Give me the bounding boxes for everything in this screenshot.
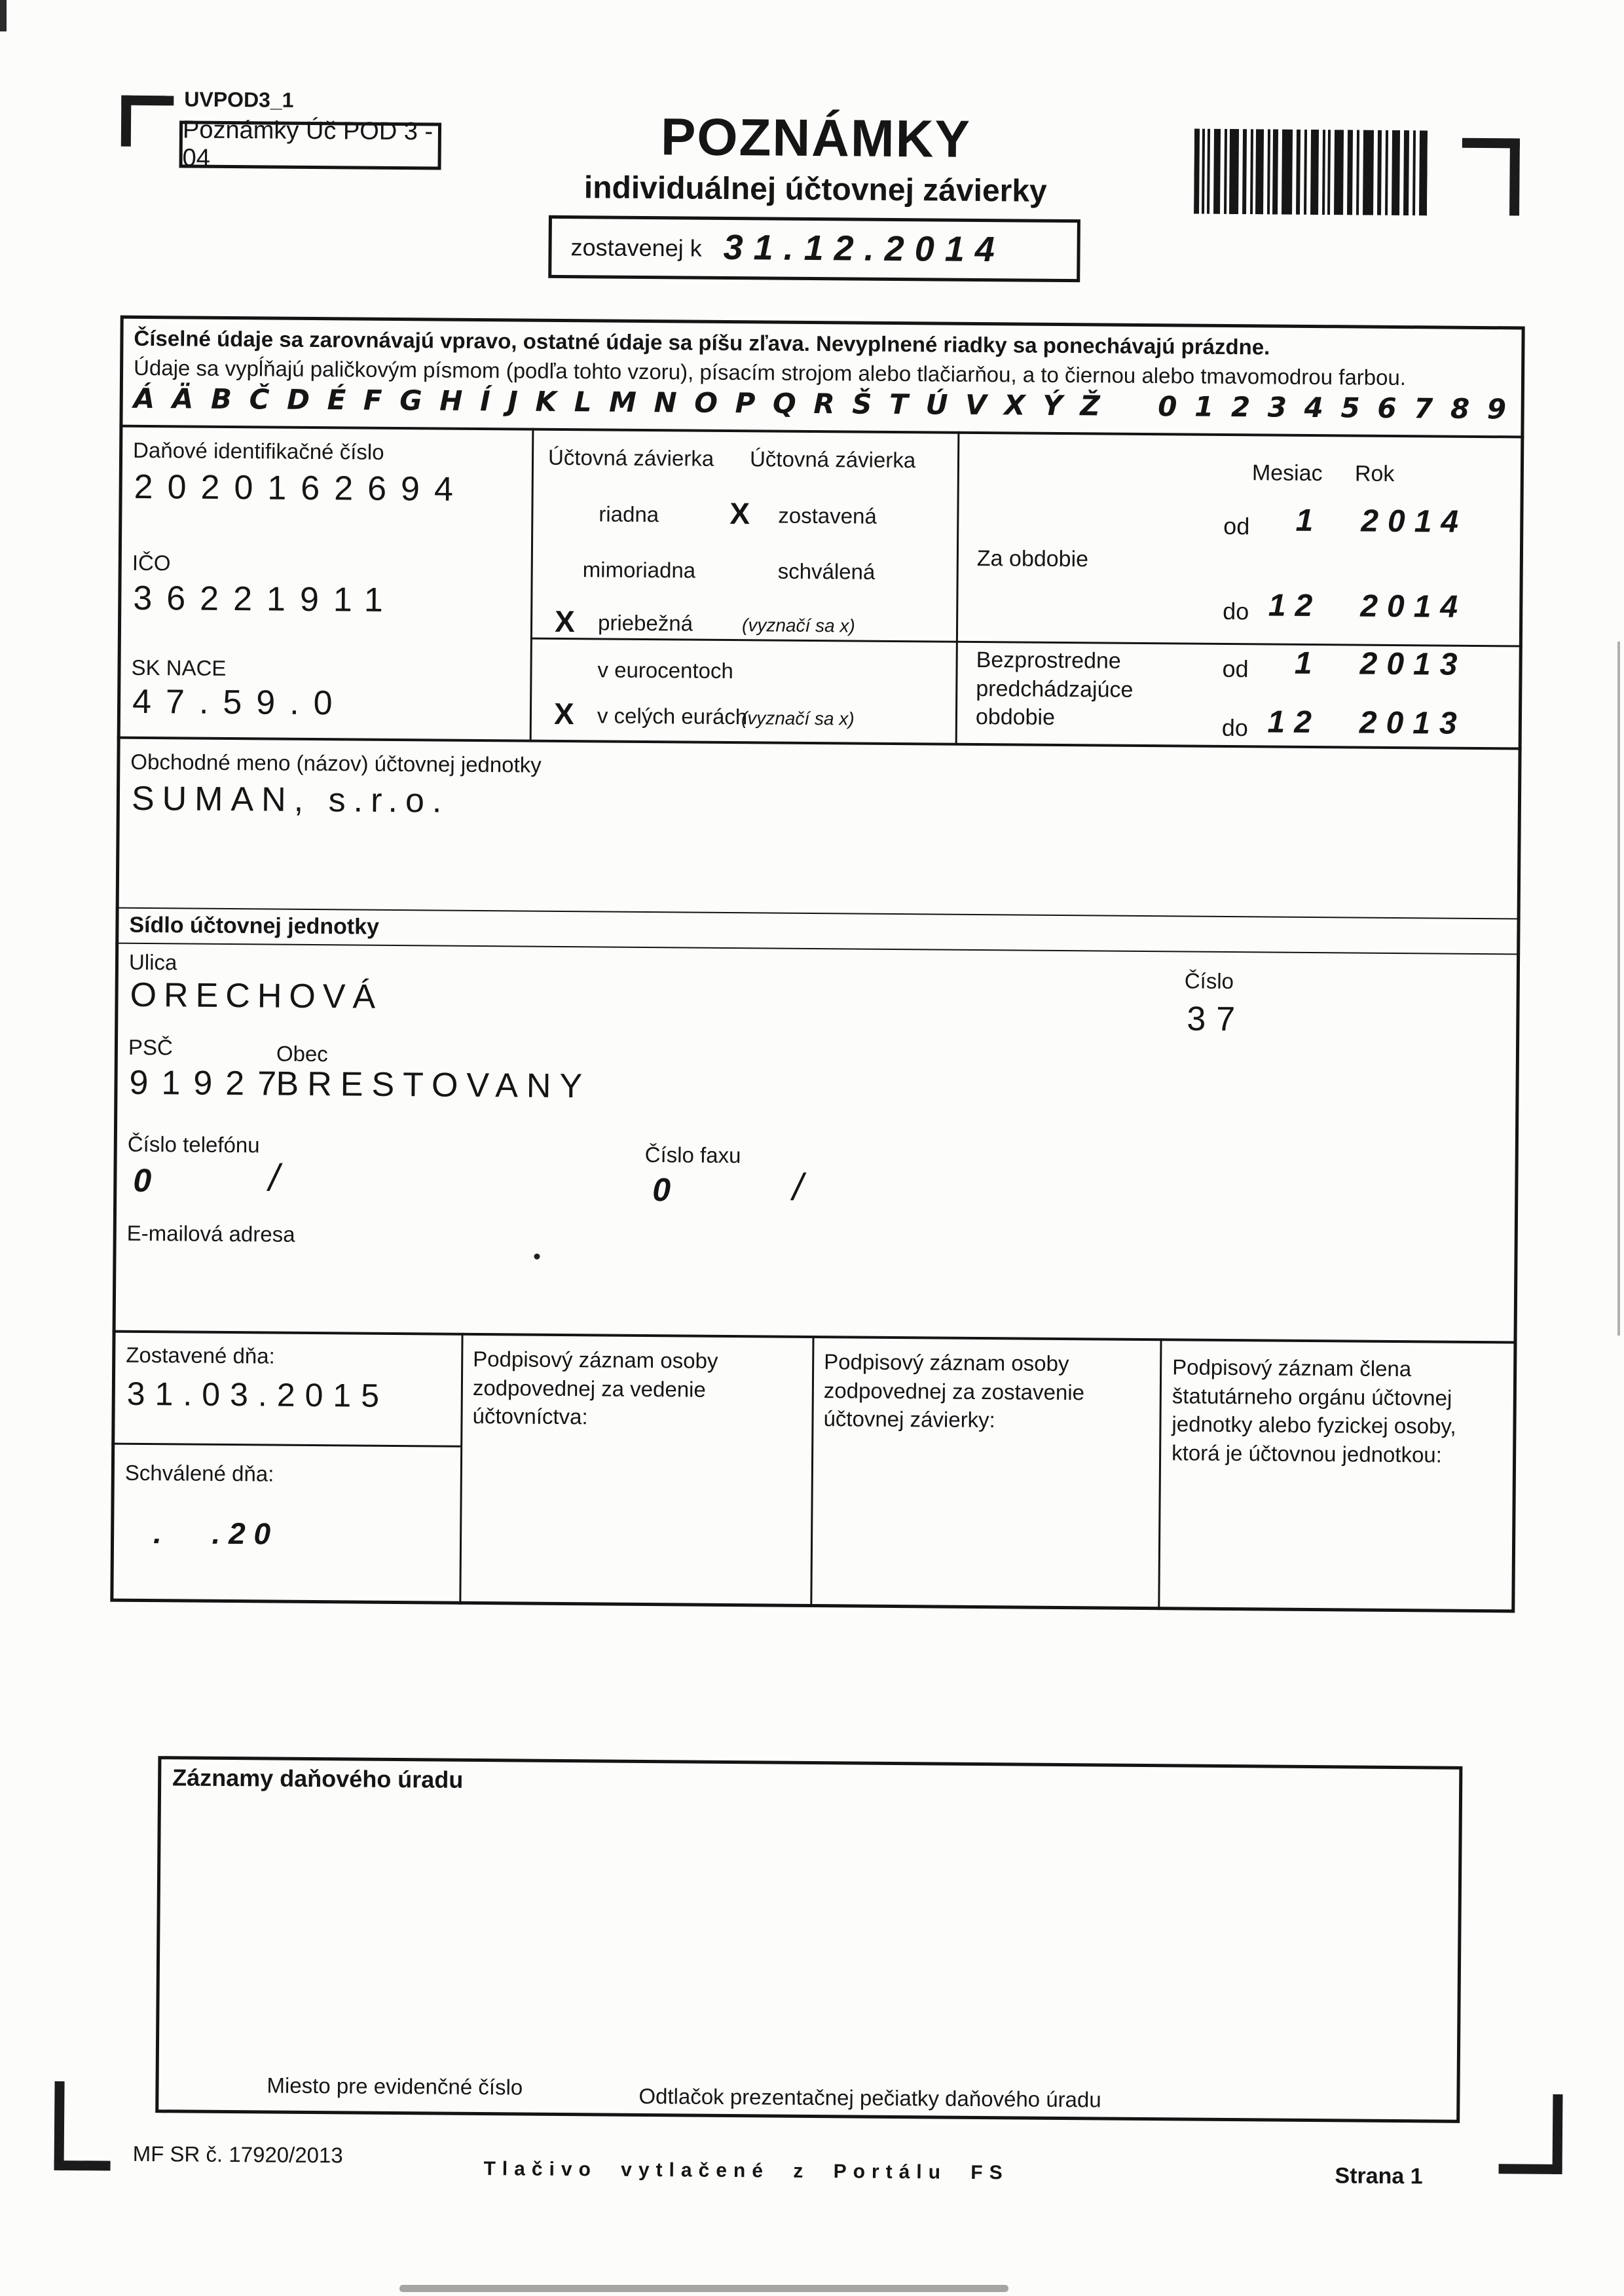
od-label-current: od (1223, 512, 1250, 540)
signature-bookkeeping-label: Podpisový záznam osoby zodpovednej za vedenie účtovníctva: (472, 1346, 718, 1429)
barcode (1194, 129, 1428, 216)
current-from-month: 1 (1295, 503, 1323, 539)
prev-to-month: 12 (1267, 704, 1321, 740)
specimen-characters: Á Ä B Č D É F G H Í J K L M N O P Q R Š T Ú V X Ý Ž 0 1 2 3 4 5 6 7 8 9 (133, 382, 1511, 426)
corner-mark-top-left (9, 0, 1624, 7)
footer-form-ref: MF SR č. 17920/2013 (132, 2141, 343, 2168)
schvalena-label: schválená (777, 558, 876, 584)
dic-value: 2020162694 (134, 467, 468, 509)
do-label-previous: do (1221, 714, 1249, 742)
seat-header: Sídlo účtovnej jednotky (129, 912, 380, 939)
scan-edge-artifact (1617, 642, 1620, 1336)
compiled-as-of-value: 31.12.2014 (723, 227, 1006, 270)
zostavene-dna-label: Zostavené dňa: (126, 1342, 275, 1368)
fax-slash: / (792, 1165, 803, 1209)
priebezna-label: priebežná (597, 610, 693, 636)
scan-edge-artifact (399, 2285, 1008, 2292)
street-label: Ulica (128, 949, 177, 975)
prev-from-year: 2013 (1359, 646, 1467, 682)
ico-label: IČO (132, 550, 171, 575)
mark-hint-2: (vyznačí sa x) (741, 708, 855, 729)
prev-to-year: 2013 (1359, 705, 1466, 741)
tax-office-box (155, 1756, 1462, 2123)
signature-preparation-label: Podpisový záznam osoby zodpovednej za zostavenie účtovnej závierky: (823, 1349, 1085, 1432)
scan-edge-artifact (0, 0, 7, 31)
footer-page-label: Strana 1 (1335, 2163, 1423, 2189)
sk-nace-value: 47.59.0 (132, 682, 347, 723)
corner-mark-bottom-left (9, 0, 1624, 7)
psc-label: PSČ (128, 1034, 173, 1060)
page-subtitle: individuálnej účtovnej závierky (583, 170, 1047, 209)
corner-mark-top-right (9, 0, 1624, 7)
mimoriadna-label: mimoriadna (582, 557, 696, 583)
schvalene-dna-value: . . 2 0 (153, 1516, 271, 1551)
tax-office-header: Záznamy daňového úradu (172, 1764, 464, 1793)
obec-label: Obec (276, 1041, 328, 1066)
current-to-year: 2014 (1360, 589, 1467, 625)
dic-label: Daňové identifikačné číslo (132, 437, 384, 464)
company-name-label: Obchodné meno (názov) účtovnej jednotky (130, 749, 542, 777)
od-label-previous: od (1222, 655, 1249, 683)
schvalene-dna-label: Schválené dňa: (124, 1460, 274, 1486)
eurocent-label: v eurocentoch (597, 657, 733, 683)
form-id-label: Poznámky Úč POD 3 - 04 (182, 116, 434, 172)
footer-printed-note: Tlačivo vytlačené z Portálu FS (483, 2158, 1009, 2184)
compiled-as-of-label: zostavenej k (570, 234, 702, 262)
previous-period-label: Bezprostredne predchádzajúce obdobie (975, 647, 1134, 730)
stamp-label: Odtlačok prezentačnej pečiatky daňového úradu (638, 2083, 1101, 2112)
zostavene-dna-value: 31.03.2015 (126, 1375, 390, 1414)
signature-statutory-label: Podpisový záznam člena štatutárneho orgánu účtovnej jednotky alebo fyzickej osoby, ktorá je účtovnou jednotkou: (1172, 1355, 1456, 1467)
fax-label: Číslo faxu (644, 1142, 741, 1168)
scan-speck (534, 1254, 540, 1260)
form-code: UVPOD3_1 (184, 87, 294, 112)
rok-label: Rok (1354, 461, 1395, 486)
instruction-line-1: Číselné údaje sa zarovnávajú vpravo, ostatné údaje sa píšu zľava. Nevyplnené riadky sa ponechávajú prázdne. (134, 325, 1270, 359)
prev-from-month: 1 (1294, 646, 1321, 682)
form-id-box (179, 116, 442, 172)
za-obdobie-label: Za obdobie (976, 545, 1089, 572)
zavierka-col1-title: Účtovná závierka (547, 445, 714, 471)
checkbox-eura: X (553, 696, 574, 731)
number-value: 37 (1187, 1000, 1246, 1039)
phone-value: 0 (133, 1161, 152, 1199)
zavierka-col2-title: Účtovná závierka (749, 446, 916, 473)
page-title: POZNÁMKY (660, 107, 972, 168)
do-label-current: do (1223, 597, 1249, 625)
instruction-line-2: Údaje sa vypĺňajú paličkovým písmom (podľa tohto vzoru), písacím strojom alebo tlačiarňou, a to čiernou alebo tmavomodrou farbou. (133, 355, 1407, 390)
street-value: ORECHOVÁ (130, 975, 383, 1016)
corner-mark-bottom-right (9, 0, 1624, 7)
mesiac-label: Mesiac (1251, 460, 1323, 486)
evidence-number-label: Miesto pre evidenčné číslo (267, 2073, 523, 2100)
eura-label: v celých eurách (597, 703, 748, 729)
sk-nace-label: SK NACE (131, 655, 227, 680)
phone-label: Číslo telefónu (127, 1131, 260, 1157)
company-name-value: SUMAN, s.r.o. (131, 779, 450, 820)
mark-hint-1: (vyznačí sa x) (741, 615, 855, 636)
checkbox-priebezna: X (554, 604, 575, 639)
checkbox-zostavena: X (729, 496, 750, 531)
riadna-label: riadna (599, 501, 659, 527)
number-label: Číslo (1184, 968, 1234, 994)
current-to-month: 12 (1268, 588, 1322, 624)
ico-value: 36221911 (133, 579, 398, 620)
phone-slash: / (268, 1156, 280, 1199)
obec-value: BRESTOVANY (276, 1065, 591, 1106)
psc-value: 91927 (129, 1063, 290, 1103)
current-from-year: 2014 (1361, 503, 1468, 539)
zostavena-label: zostavená (778, 503, 877, 528)
email-label: E-mailová adresa (126, 1220, 295, 1247)
fax-value: 0 (652, 1171, 671, 1209)
